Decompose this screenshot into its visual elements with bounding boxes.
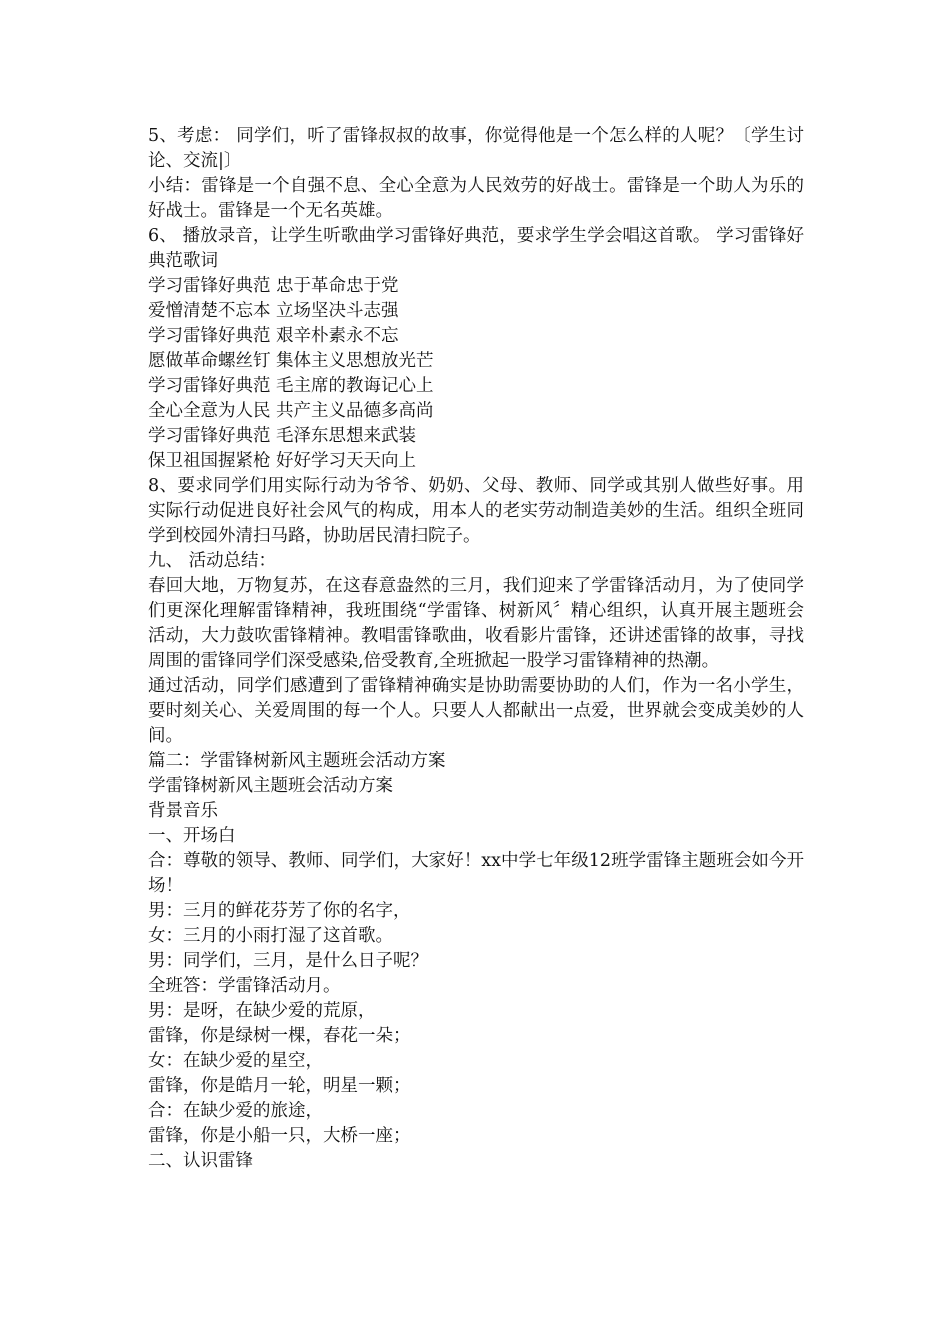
script-line: 女：三月的小雨打湿了这首歌。 <box>148 926 393 946</box>
lyric-line: 爱憎清楚不忘本 立场坚决斗志强 <box>148 301 399 321</box>
script-line: 男：同学们，三月，是什么日子呢？ <box>148 951 428 971</box>
script-line: 合：尊敬的领导、教师、同学们，大家好！xx中学七年级12班学雷锋主题班会如今开场！ <box>148 851 804 896</box>
script-line: 女：在缺少爱的星空， <box>148 1051 323 1071</box>
paragraph-summary-body: 春回大地，万物复苏，在这春意盎然的三月，我们迎来了学雷锋活动月，为了使同学们更深化理解雷锋精神，我班围绕“学雷锋、树新风〞精心组织，认真开展主题班会活动，大力鼓吹雷锋精神。教唱雷锋歌曲，收看影片雷锋，还讲述雷锋的故事，寻找周围的雷锋同学们深受感染,倍受教育,全班掀起一股学习雷锋精神的热潮。 <box>148 576 804 671</box>
paragraph-action-requirement: 8、要求同学们用实际行动为爷爷、奶奶、父母、教师、同学或其别人做些好事。用实际行动促进良好社会风气的构成，用本人的老实劳动制造美妙的生活。组织全班同学到校园外清扫马路，协助居民清扫院子。 <box>148 476 804 546</box>
paragraph-thinking-question: 5、考虑： 同学们，听了雷锋叔叔的故事，你觉得他是一个怎么样的人呢？〔学生讨论、交流|〕 <box>148 126 804 171</box>
paragraph-summary: 小结：雷锋是一个自强不息、全心全意为人民效劳的好战士。雷锋是一个助人为乐的好战士。雷锋是一个无名英雄。 <box>148 176 804 221</box>
lyric-line: 学习雷锋好典范 忠于革命忠于党 <box>148 276 399 296</box>
script-line: 全班答：学雷锋活动月。 <box>148 976 341 996</box>
section-heading-activity-summary: 九、 活动总结： <box>148 551 277 571</box>
script-line: 男：是呀，在缺少爱的荒原， <box>148 1001 376 1021</box>
lyric-line: 学习雷锋好典范 毛主席的教诲记心上 <box>148 376 434 396</box>
script-line: 男：三月的鲜花芬芳了你的名字， <box>148 901 411 921</box>
script-line: 雷锋，你是绿树一棵，春花一朵； <box>148 1026 411 1046</box>
script-line: 雷锋，你是皓月一轮，明星一颗； <box>148 1076 411 1096</box>
section-heading-part-two: 篇二：学雷锋树新风主题班会活动方案 <box>148 751 446 771</box>
lyric-line: 愿做革命螺丝钉 集体主义思想放光芒 <box>148 351 434 371</box>
lyric-line: 学习雷锋好典范 艰辛朴素永不忘 <box>148 326 399 346</box>
lyric-line: 学习雷锋好典范 毛泽东思想来武装 <box>148 426 417 446</box>
document-body <box>148 124 804 1174</box>
paragraph-play-recording: 6、 播放录音，让学生听歌曲学习雷锋好典范，要求学生学会唱这首歌。 学习雷锋好典范歌词 <box>148 226 804 271</box>
paragraph-summary-conclusion: 通过活动，同学们感遭到了雷锋精神确实是协助需要协助的人们，作为一名小学生，要时刻关心、关爱周围的每一个人。只要人人都献出一点爱，世界就会变成美妙的人间。 <box>148 676 804 746</box>
plan-title: 学雷锋树新风主题班会活动方案 <box>148 776 393 796</box>
section-heading-know-leifeng: 二、认识雷锋 <box>148 1151 253 1171</box>
section-heading-opening: 一、开场白 <box>148 826 236 846</box>
script-line: 合：在缺少爱的旅途， <box>148 1101 323 1121</box>
stage-note-music: 背景音乐 <box>148 801 218 821</box>
lyric-line: 保卫祖国握紧枪 好好学习天天向上 <box>148 451 417 471</box>
script-line: 雷锋，你是小船一只，大桥一座； <box>148 1126 411 1146</box>
lyric-line: 全心全意为人民 共产主义品德多高尚 <box>148 401 434 421</box>
